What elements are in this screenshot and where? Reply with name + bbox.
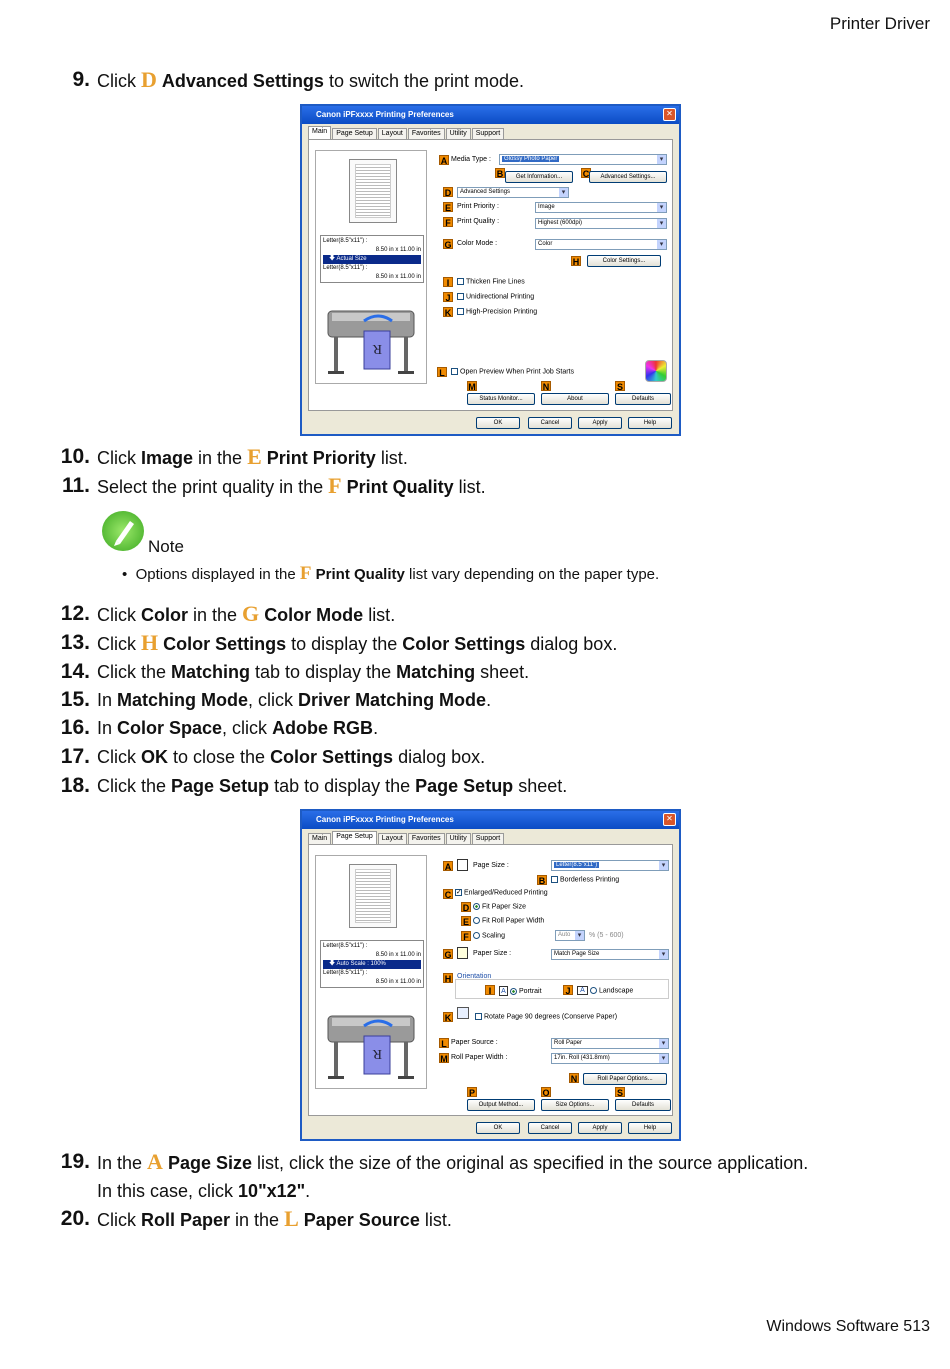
callout-E: E (462, 917, 469, 927)
page-footer: Windows Software 513 (766, 1318, 930, 1335)
page-size-dropdown[interactable] (551, 860, 669, 871)
callout-J: J (443, 292, 453, 302)
step-text: list. (363, 605, 396, 625)
close-icon[interactable]: ✕ (663, 813, 676, 826)
step-bold: Color Settings (163, 634, 287, 654)
size-line: Letter(8.5"x11") : (323, 943, 368, 949)
printer-illustration (324, 996, 420, 1086)
printer-illustration (324, 291, 420, 381)
step-text: . (373, 718, 379, 738)
page-size-icon (457, 859, 468, 871)
defaults-button[interactable]: Defaults (615, 393, 671, 405)
tab-layout[interactable]: Layout (378, 833, 407, 844)
callout-N: N (542, 382, 550, 392)
callout-S: S (616, 382, 623, 392)
paper-size-dropdown[interactable]: Match Page Size ▾ (551, 949, 669, 960)
step-bold: Color Settings (270, 747, 394, 767)
defaults-button[interactable]: Defaults (615, 1099, 671, 1111)
borderless-printing-checkbox[interactable] (551, 876, 619, 883)
step-text: in the (230, 1210, 285, 1230)
step-text: In the (97, 1153, 148, 1173)
step-number: 9. (72, 68, 90, 91)
dialog-title: Canon iPFxxxx Printing Preferences (316, 110, 454, 119)
fit-roll-paper-width-radio[interactable] (473, 917, 544, 924)
get-information-button[interactable]: Get Information... (505, 171, 573, 183)
step-number: 15. (60, 688, 90, 711)
step-number: 11. (61, 474, 90, 497)
print-mode-dropdown[interactable]: Advanced Settings ▾ (457, 187, 569, 198)
step-bold: Color Settings (402, 634, 526, 654)
step-bold: Roll Paper (141, 1210, 231, 1230)
scaling-input[interactable]: Auto ▾ (555, 930, 585, 941)
step-number: 18. (60, 774, 90, 797)
step-text: list, click the size of the original as specified in the source application. (252, 1153, 809, 1173)
step-text: tab to display the (269, 776, 416, 796)
callout-C: C (582, 169, 590, 179)
page-header: Printer Driver (829, 14, 930, 33)
page-thumbnail (349, 159, 397, 223)
paper-size-label: Paper Size : (473, 950, 512, 957)
step-bold: 10"x12" (238, 1181, 306, 1201)
step-text: in the (193, 448, 248, 468)
size-info (320, 940, 424, 988)
radio-label: Landscape (599, 987, 634, 995)
callout-letter: E (247, 444, 262, 469)
checkbox-label: Borderless Printing (560, 876, 620, 884)
callout-C: C (444, 890, 452, 900)
note-bold: Print Quality (315, 566, 405, 583)
checkbox-icon (475, 1013, 482, 1020)
print-quality-dropdown[interactable]: Highest (600dpi) ▾ (535, 218, 667, 229)
radio-icon (473, 917, 480, 924)
size-options-button[interactable]: Size Options... (541, 1099, 609, 1111)
step-number: 10. (60, 445, 90, 468)
step-text: Select the print quality in the (97, 477, 329, 497)
step-text: dialog box. (393, 747, 486, 767)
help-button[interactable]: Help (628, 1122, 672, 1134)
cancel-button[interactable]: Cancel (528, 417, 572, 429)
orientation-label: Orientation (457, 973, 492, 980)
note-title: Note (148, 537, 184, 556)
note-text: Options displayed in the (135, 566, 300, 583)
step-text: In this case, click (97, 1181, 239, 1201)
step-bold: Page Setup (171, 776, 270, 796)
step-text: list. (453, 477, 486, 497)
callout-letter: D (141, 67, 157, 92)
step-number: 16. (60, 716, 90, 739)
dialog-title: Canon iPFxxxx Printing Preferences (316, 815, 454, 824)
step-bold: Adobe RGB (272, 718, 374, 738)
size-line: Auto Scale : 100% (336, 961, 386, 967)
note-bullet-item (122, 563, 659, 585)
checkbox-label: Enlarged/Reduced Printing (464, 889, 548, 897)
color-mode-dropdown[interactable]: Color ▾ (535, 239, 667, 250)
step-text: to switch the print mode. (323, 71, 525, 91)
tab-main[interactable]: Main (308, 833, 331, 844)
callout-O: O (542, 1088, 550, 1098)
step-bold: Color (141, 605, 188, 625)
landscape-icon: A (577, 986, 588, 995)
roll-paper-options-button[interactable]: Roll Paper Options... (583, 1073, 667, 1085)
tab-page-setup[interactable]: Page Setup (332, 831, 377, 844)
dialog-title-bar (302, 106, 679, 124)
step-text: Click the (97, 776, 172, 796)
callout-B: B (538, 876, 546, 886)
dialog-title-bar (302, 811, 679, 829)
size-line: Letter(8.5"x11") : (323, 238, 368, 244)
callout-E: E (444, 203, 451, 213)
thicken-fine-lines-checkbox[interactable] (457, 278, 525, 285)
step-text: Click (97, 1210, 141, 1230)
step-number: 19. (60, 1150, 90, 1173)
media-type-value: Glossy Photo Paper (504, 156, 558, 162)
size-line: 8.50 in x 11.00 in (375, 952, 421, 958)
step-bold: Page Size (167, 1153, 252, 1173)
color-settings-button[interactable]: Color Settings... (587, 255, 661, 267)
callout-G: G (444, 240, 452, 250)
color-wheel-icon (645, 360, 667, 382)
checkbox-icon (457, 278, 464, 285)
main-sheet (308, 139, 673, 411)
advanced-settings-button[interactable]: Advanced Settings... (589, 171, 667, 183)
step-text: . (305, 1181, 311, 1201)
page-size-label: Page Size : (473, 862, 509, 869)
callout-D: D (462, 903, 470, 913)
callout-J: J (563, 985, 573, 995)
checkbox-icon (551, 876, 558, 883)
callout-B: B (496, 169, 504, 179)
callout-H: H (572, 257, 580, 267)
step-bold: Image (141, 448, 194, 468)
step-text: sheet. (513, 776, 568, 796)
size-line: Actual Size (336, 256, 367, 262)
preview-area (315, 150, 427, 384)
radio-label: Scaling (482, 932, 505, 940)
page-size-value: Letter(8.5"x11") (556, 862, 598, 868)
enlarged-reduced-checkbox[interactable] (455, 889, 548, 896)
checkbox-icon (457, 293, 464, 300)
printing-preferences-dialog-page-setup (300, 809, 681, 1141)
step-text: In (97, 718, 118, 738)
step-number: 14. (60, 660, 90, 683)
callout-G: G (444, 950, 452, 960)
step-number: 17. (60, 745, 90, 768)
step-text: in the (188, 605, 243, 625)
step-text: , click (248, 690, 299, 710)
help-button[interactable]: Help (628, 417, 672, 429)
step-text: list. (419, 1210, 452, 1230)
step-bold: Driver Matching Mode (298, 690, 487, 710)
svg-text:R: R (372, 341, 382, 356)
output-method-button[interactable]: Output Method... (467, 1099, 535, 1111)
callout-S: S (616, 1088, 623, 1098)
checkbox-label: Unidirectional Printing (466, 293, 535, 301)
callout-I: I (443, 277, 453, 287)
tab-favorites[interactable]: Favorites (408, 128, 445, 139)
media-type-label: Media Type : (451, 156, 491, 163)
step-bold: Matching Mode (117, 690, 249, 710)
printing-preferences-dialog-main (300, 104, 681, 436)
print-quality-label: Print Quality : (457, 218, 500, 225)
step-text: tab to display the (250, 662, 397, 682)
step-text: In (97, 690, 118, 710)
callout-F: F (461, 931, 471, 941)
step-bold: Matching (171, 662, 251, 682)
callout-K: K (444, 1013, 452, 1023)
checkbox-label: Thicken Fine Lines (466, 278, 525, 286)
step-text: Click the (97, 662, 172, 682)
step-text: to display the (286, 634, 403, 654)
page-setup-sheet (308, 844, 673, 1116)
unidirectional-printing-checkbox[interactable] (457, 293, 534, 300)
radio-label: Fit Roll Paper Width (482, 917, 545, 925)
step-bold: Print Priority (266, 448, 376, 468)
tab-favorites[interactable]: Favorites (408, 833, 445, 844)
close-icon[interactable]: ✕ (663, 108, 676, 121)
step-bold: Page Setup (415, 776, 514, 796)
step-text: Click (97, 71, 141, 91)
step-text: dialog box. (525, 634, 618, 654)
portrait-radio[interactable] (499, 986, 542, 996)
step-bold: Paper Source (303, 1210, 420, 1230)
step-bold: OK (141, 747, 168, 767)
fit-paper-size-radio[interactable] (473, 903, 526, 910)
size-line: 8.50 in x 11.00 in (375, 247, 421, 253)
rotate-page-icon (457, 1007, 469, 1019)
checkbox-icon (457, 308, 464, 315)
step-text: to close the (168, 747, 271, 767)
radio-icon (473, 903, 480, 910)
svg-text:R: R (372, 1046, 382, 1061)
roll-paper-width-dropdown[interactable]: 17in. Roll (431.8mm) ▾ (551, 1053, 669, 1064)
tab-strip (308, 833, 505, 844)
scaling-range: % (5 - 600) (589, 932, 624, 939)
step-text: list. (375, 448, 408, 468)
preview-area (315, 855, 427, 1089)
step-text: Click (97, 448, 141, 468)
size-line: Letter(8.5"x11") : (323, 265, 368, 271)
callout-A: A (444, 862, 452, 872)
callout-A: A (440, 156, 448, 166)
callout-letter: F (328, 473, 342, 498)
paper-source-label: Paper Source : (451, 1039, 498, 1046)
note-text: list vary depending on the paper type. (404, 566, 660, 583)
callout-D: D (444, 188, 452, 198)
tab-support[interactable]: Support (472, 128, 505, 139)
step-number: 13. (60, 631, 90, 654)
landscape-radio[interactable] (577, 986, 633, 995)
step-bold: Matching (396, 662, 476, 682)
checkbox-icon (455, 889, 462, 896)
step-bold: Print Quality (346, 477, 454, 497)
color-mode-label: Color Mode : (457, 240, 498, 247)
paper-size-icon (457, 947, 468, 959)
step-bold: Color Mode (264, 605, 364, 625)
callout-letter: F (299, 563, 312, 584)
callout-P: P (468, 1088, 475, 1098)
ok-button[interactable]: OK (476, 1122, 520, 1134)
step-text: Click (97, 605, 141, 625)
callout-L: L (437, 367, 447, 377)
media-type-dropdown[interactable] (499, 154, 667, 165)
print-priority-label: Print Priority : (457, 203, 500, 210)
step-text: Click (97, 747, 141, 767)
callout-letter: A (147, 1149, 163, 1174)
checkbox-label: High-Precision Printing (466, 308, 538, 316)
portrait-icon: A (499, 986, 508, 996)
tab-layout[interactable]: Layout (378, 128, 407, 139)
callout-N: N (570, 1074, 578, 1084)
bullet: • (122, 566, 128, 583)
open-preview-checkbox[interactable] (451, 368, 574, 375)
tab-strip (308, 128, 505, 139)
step-text: sheet. (475, 662, 530, 682)
checkbox-label: Rotate Page 90 degrees (Conserve Paper) (484, 1013, 618, 1021)
callout-F: F (443, 217, 453, 227)
step-number: 20. (60, 1207, 90, 1230)
step-text: Click (97, 634, 141, 654)
ok-button[interactable]: OK (476, 417, 520, 429)
arrow-down-icon: 🡇 (329, 961, 337, 967)
about-button[interactable]: About (541, 393, 609, 405)
paper-source-dropdown[interactable]: Roll Paper ▾ (551, 1038, 669, 1049)
callout-I: I (485, 985, 495, 995)
roll-paper-width-label: Roll Paper Width : (451, 1054, 508, 1061)
high-precision-printing-checkbox[interactable] (457, 308, 537, 315)
note-pencil-icon (102, 511, 144, 551)
radio-icon (473, 932, 480, 939)
scaling-radio[interactable] (473, 932, 505, 939)
callout-letter: G (242, 601, 260, 626)
size-line: Letter(8.5"x11") : (323, 970, 368, 976)
apply-button[interactable]: Apply (578, 1122, 622, 1134)
radio-label: Fit Paper Size (482, 903, 526, 911)
checkbox-label: Open Preview When Print Job Starts (460, 368, 574, 376)
radio-label: Portrait (519, 987, 542, 995)
tab-support[interactable]: Support (472, 833, 505, 844)
size-line: 8.50 in x 11.00 in (375, 274, 421, 280)
tab-utility[interactable]: Utility (446, 128, 471, 139)
step-number: 12. (60, 602, 90, 625)
apply-button[interactable]: Apply (578, 417, 622, 429)
print-priority-dropdown[interactable]: Image ▾ (535, 202, 667, 213)
callout-H: H (444, 974, 452, 984)
size-line: 8.50 in x 11.00 in (375, 979, 421, 985)
step-bold: Advanced Settings (161, 71, 324, 91)
callout-letter: H (141, 630, 159, 655)
step-text: , click (222, 718, 273, 738)
callout-L: L (439, 1038, 449, 1048)
size-info (320, 235, 424, 283)
rotate-page-checkbox[interactable] (475, 1013, 617, 1020)
cancel-button[interactable]: Cancel (528, 1122, 572, 1134)
step-text: . (486, 690, 492, 710)
callout-M: M (440, 1054, 448, 1064)
callout-M: M (468, 382, 476, 392)
page-thumbnail (349, 864, 397, 928)
status-monitor-button[interactable]: Status Monitor... (467, 393, 535, 405)
tab-page-setup[interactable]: Page Setup (332, 128, 377, 139)
checkbox-icon (451, 368, 458, 375)
callout-letter: L (284, 1206, 299, 1231)
radio-icon (510, 988, 517, 995)
radio-icon (590, 987, 597, 994)
tab-main[interactable]: Main (308, 126, 331, 139)
tab-utility[interactable]: Utility (446, 833, 471, 844)
step-bold: Color Space (117, 718, 223, 738)
callout-K: K (444, 308, 452, 318)
arrow-down-icon: 🡇 (329, 256, 337, 262)
